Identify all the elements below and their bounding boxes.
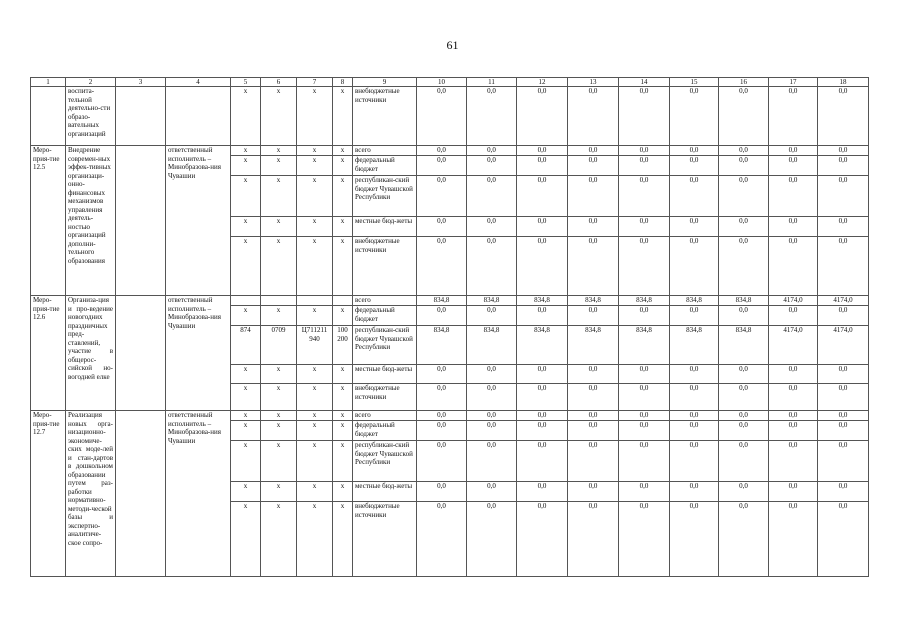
cell-amount: 0,0: [818, 441, 869, 482]
cell-amount: 0,0: [818, 237, 869, 296]
cell-amount: 0,0: [417, 384, 467, 411]
cell-amount: 0,0: [517, 441, 568, 482]
cell-amount: 0,0: [769, 411, 818, 421]
cell-amount: 0,0: [417, 441, 467, 482]
cell-grbs: x: [231, 411, 261, 421]
cell-rzpr: [261, 296, 297, 306]
cell-amount: 0,0: [568, 384, 619, 411]
cell-amount: 0,0: [467, 146, 517, 156]
table-row: [31, 411, 869, 421]
cell-amount: 0,0: [517, 87, 568, 146]
cell-event: [31, 87, 66, 146]
cell-amount: 834,8: [619, 326, 670, 365]
cell-amount: 0,0: [769, 146, 818, 156]
cell-amount: 0,0: [719, 502, 769, 577]
cell-executor: ответственный исполнитель – Минобразова-ния Чувашии: [166, 296, 231, 411]
cell-amount: 0,0: [467, 441, 517, 482]
cell-amount: 0,0: [769, 384, 818, 411]
cell-amount: 0,0: [619, 306, 670, 326]
cell-amount: 834,8: [670, 326, 719, 365]
cell-vr: x: [333, 502, 353, 577]
cell-rzpr: x: [261, 237, 297, 296]
cell-vr: 100 200: [333, 326, 353, 365]
cell-vr: x: [333, 217, 353, 237]
cell-vr: [333, 296, 353, 306]
cell-funding-source: внебюджетные источники: [353, 502, 417, 577]
cell-amount: 834,8: [517, 326, 568, 365]
cell-amount: 0,0: [719, 146, 769, 156]
cell-grbs: [231, 296, 261, 306]
cell-amount: 0,0: [818, 411, 869, 421]
cell-amount: 0,0: [619, 411, 670, 421]
cell-amount: 0,0: [818, 502, 869, 577]
cell-amount: 0,0: [719, 217, 769, 237]
cell-amount: 0,0: [619, 176, 670, 217]
cell-csr: x: [297, 365, 333, 384]
cell-funding-source: республикан-ский бюджет Чувашской Республики: [353, 326, 417, 365]
cell-funding-source: внебюджетные источники: [353, 237, 417, 296]
cell-amount: 0,0: [769, 482, 818, 502]
cell-amount: 0,0: [568, 441, 619, 482]
cell-csr: x: [297, 502, 333, 577]
column-header: 3: [116, 78, 166, 87]
cell-grbs: 874: [231, 326, 261, 365]
cell-amount: 0,0: [769, 502, 818, 577]
column-header: 9: [353, 78, 417, 87]
cell-amount: 0,0: [670, 156, 719, 176]
column-header: 11: [467, 78, 517, 87]
cell-col3: [116, 411, 166, 577]
column-header: 18: [818, 78, 869, 87]
cell-amount: 834,8: [568, 326, 619, 365]
cell-amount: 0,0: [417, 482, 467, 502]
column-header: 12: [517, 78, 568, 87]
cell-amount: 0,0: [517, 502, 568, 577]
cell-amount: 0,0: [568, 176, 619, 217]
cell-amount: 0,0: [818, 217, 869, 237]
cell-rzpr: x: [261, 482, 297, 502]
cell-amount: 0,0: [769, 87, 818, 146]
cell-amount: 0,0: [719, 176, 769, 217]
cell-executor: ответственный исполнитель – Минобразова-ния Чувашии: [166, 411, 231, 577]
cell-amount: 0,0: [417, 411, 467, 421]
cell-funding-source: федеральный бюджет: [353, 306, 417, 326]
cell-amount: 0,0: [467, 217, 517, 237]
cell-grbs: x: [231, 217, 261, 237]
cell-amount: 0,0: [467, 411, 517, 421]
cell-amount: 0,0: [619, 384, 670, 411]
cell-amount: 0,0: [619, 237, 670, 296]
cell-amount: 0,0: [769, 421, 818, 441]
column-header: 7: [297, 78, 333, 87]
cell-amount: 0,0: [517, 411, 568, 421]
column-header: 4: [166, 78, 231, 87]
cell-amount: 0,0: [769, 237, 818, 296]
cell-rzpr: x: [261, 217, 297, 237]
cell-amount: 0,0: [517, 217, 568, 237]
cell-amount: 0,0: [769, 156, 818, 176]
cell-event: Меро-прия-тие 12.6: [31, 296, 66, 411]
cell-amount: 0,0: [670, 365, 719, 384]
cell-rzpr: x: [261, 502, 297, 577]
cell-amount: 0,0: [568, 217, 619, 237]
cell-grbs: x: [231, 502, 261, 577]
cell-funding-source: местные бюд-жеты: [353, 217, 417, 237]
cell-grbs: x: [231, 156, 261, 176]
cell-grbs: x: [231, 384, 261, 411]
cell-grbs: x: [231, 421, 261, 441]
cell-amount: 0,0: [568, 237, 619, 296]
cell-rzpr: x: [261, 87, 297, 146]
cell-amount: 0,0: [568, 411, 619, 421]
cell-amount: 0,0: [517, 384, 568, 411]
cell-amount: 0,0: [467, 482, 517, 502]
cell-event: Меро-прия-тие 12.5: [31, 146, 66, 296]
cell-amount: 0,0: [670, 217, 719, 237]
cell-rzpr: x: [261, 411, 297, 421]
cell-csr: x: [297, 306, 333, 326]
cell-amount: 0,0: [818, 146, 869, 156]
cell-amount: 0,0: [818, 421, 869, 441]
cell-amount: 0,0: [670, 502, 719, 577]
cell-amount: 0,0: [417, 156, 467, 176]
header-row: [31, 78, 869, 87]
column-header: 17: [769, 78, 818, 87]
cell-amount: 0,0: [417, 146, 467, 156]
cell-amount: 0,0: [818, 87, 869, 146]
cell-amount: 0,0: [417, 217, 467, 237]
table-row: [31, 146, 869, 156]
cell-rzpr: x: [261, 146, 297, 156]
cell-amount: 0,0: [568, 502, 619, 577]
cell-amount: 0,0: [568, 306, 619, 326]
cell-event: Меро-прия-тие 12.7: [31, 411, 66, 577]
cell-amount: 0,0: [719, 384, 769, 411]
cell-rzpr: x: [261, 421, 297, 441]
cell-amount: 0,0: [670, 176, 719, 217]
cell-amount: 0,0: [568, 482, 619, 502]
cell-amount: 0,0: [568, 87, 619, 146]
cell-amount: 0,0: [769, 365, 818, 384]
cell-funding-source: местные бюд-жеты: [353, 365, 417, 384]
cell-col3: [116, 87, 166, 146]
cell-amount: 834,8: [670, 296, 719, 306]
cell-amount: 0,0: [417, 502, 467, 577]
budget-table: [30, 77, 869, 577]
cell-rzpr: x: [261, 384, 297, 411]
cell-amount: 0,0: [417, 306, 467, 326]
cell-csr: x: [297, 384, 333, 411]
cell-amount: 0,0: [467, 365, 517, 384]
cell-amount: 0,0: [719, 237, 769, 296]
cell-funding-source: республикан-ский бюджет Чувашской Республики: [353, 176, 417, 217]
cell-amount: 0,0: [670, 482, 719, 502]
cell-rzpr: x: [261, 306, 297, 326]
cell-amount: 0,0: [818, 156, 869, 176]
cell-amount: 0,0: [670, 306, 719, 326]
cell-amount: 0,0: [517, 365, 568, 384]
cell-funding-source: федеральный бюджет: [353, 156, 417, 176]
cell-vr: x: [333, 441, 353, 482]
cell-amount: 834,8: [417, 296, 467, 306]
column-header: 8: [333, 78, 353, 87]
cell-amount: 0,0: [818, 482, 869, 502]
column-header: 1: [31, 78, 66, 87]
cell-csr: x: [297, 237, 333, 296]
cell-grbs: x: [231, 306, 261, 326]
column-header: 15: [670, 78, 719, 87]
cell-amount: 0,0: [719, 482, 769, 502]
cell-amount: 0,0: [670, 384, 719, 411]
cell-amount: 834,8: [719, 326, 769, 365]
cell-amount: 0,0: [719, 87, 769, 146]
cell-amount: 4174,0: [769, 326, 818, 365]
cell-amount: 0,0: [467, 384, 517, 411]
cell-vr: x: [333, 87, 353, 146]
cell-event-name: воспита-тельной деятельно-сти образо-вательных организаций: [66, 87, 116, 146]
cell-amount: 0,0: [568, 421, 619, 441]
cell-amount: 0,0: [818, 176, 869, 217]
cell-amount: 0,0: [417, 421, 467, 441]
cell-funding-source: внебюджетные источники: [353, 384, 417, 411]
cell-amount: 0,0: [670, 146, 719, 156]
cell-csr: x: [297, 176, 333, 217]
cell-amount: 0,0: [467, 156, 517, 176]
cell-executor: [166, 87, 231, 146]
cell-csr: [297, 296, 333, 306]
cell-executor: ответственный исполнитель – Минобразова-ния Чувашии: [166, 146, 231, 296]
cell-amount: 0,0: [719, 306, 769, 326]
cell-amount: 0,0: [818, 365, 869, 384]
cell-amount: 0,0: [568, 146, 619, 156]
cell-funding-source: всего: [353, 411, 417, 421]
cell-funding-source: республикан-ский бюджет Чувашской Республики: [353, 441, 417, 482]
cell-rzpr: x: [261, 365, 297, 384]
cell-amount: 0,0: [619, 156, 670, 176]
cell-amount: 0,0: [517, 176, 568, 217]
cell-vr: x: [333, 306, 353, 326]
cell-amount: 0,0: [719, 441, 769, 482]
cell-amount: 0,0: [517, 146, 568, 156]
cell-vr: x: [333, 146, 353, 156]
cell-amount: 0,0: [619, 482, 670, 502]
column-header: 10: [417, 78, 467, 87]
cell-amount: 0,0: [568, 156, 619, 176]
cell-amount: 0,0: [719, 365, 769, 384]
cell-amount: 834,8: [517, 296, 568, 306]
cell-amount: 4174,0: [818, 326, 869, 365]
cell-amount: 834,8: [568, 296, 619, 306]
cell-vr: x: [333, 482, 353, 502]
cell-funding-source: всего: [353, 146, 417, 156]
table-row: [31, 296, 869, 306]
cell-amount: 834,8: [719, 296, 769, 306]
cell-grbs: x: [231, 441, 261, 482]
cell-event-name: Организа-ция и про-ведение новогодних праздничных пред-ставлений, участие в общерос-сийской но-вогодней елке: [66, 296, 116, 411]
page-number: 61: [446, 38, 459, 52]
cell-funding-source: всего: [353, 296, 417, 306]
cell-grbs: x: [231, 365, 261, 384]
cell-amount: 0,0: [619, 365, 670, 384]
cell-amount: 0,0: [417, 87, 467, 146]
cell-vr: x: [333, 384, 353, 411]
cell-amount: 834,8: [467, 296, 517, 306]
cell-csr: x: [297, 146, 333, 156]
cell-amount: 0,0: [769, 217, 818, 237]
cell-vr: x: [333, 176, 353, 217]
cell-funding-source: внебюджетные источники: [353, 87, 417, 146]
cell-amount: 0,0: [467, 421, 517, 441]
cell-amount: 0,0: [517, 421, 568, 441]
cell-amount: 0,0: [619, 146, 670, 156]
column-header: 16: [719, 78, 769, 87]
cell-grbs: x: [231, 87, 261, 146]
cell-amount: 0,0: [769, 306, 818, 326]
cell-amount: 0,0: [417, 365, 467, 384]
cell-amount: 0,0: [568, 365, 619, 384]
cell-amount: 0,0: [467, 176, 517, 217]
cell-vr: x: [333, 156, 353, 176]
cell-amount: 0,0: [719, 156, 769, 176]
cell-amount: 0,0: [670, 87, 719, 146]
cell-amount: 834,8: [467, 326, 517, 365]
cell-amount: 0,0: [467, 87, 517, 146]
cell-amount: 0,0: [517, 482, 568, 502]
cell-amount: 834,8: [417, 326, 467, 365]
cell-amount: 0,0: [417, 237, 467, 296]
cell-amount: 0,0: [467, 306, 517, 326]
cell-amount: 0,0: [619, 87, 670, 146]
cell-amount: 0,0: [619, 217, 670, 237]
cell-amount: 0,0: [818, 306, 869, 326]
cell-amount: 0,0: [769, 176, 818, 217]
cell-vr: x: [333, 421, 353, 441]
cell-amount: 0,0: [769, 441, 818, 482]
cell-csr: x: [297, 411, 333, 421]
cell-amount: 0,0: [619, 441, 670, 482]
cell-amount: 0,0: [467, 502, 517, 577]
cell-vr: x: [333, 365, 353, 384]
column-header: 6: [261, 78, 297, 87]
cell-amount: 0,0: [670, 421, 719, 441]
cell-amount: 4174,0: [769, 296, 818, 306]
cell-csr: x: [297, 482, 333, 502]
cell-rzpr: x: [261, 176, 297, 217]
cell-grbs: x: [231, 146, 261, 156]
cell-csr: Ц711211 940: [297, 326, 333, 365]
cell-amount: 0,0: [719, 421, 769, 441]
cell-col3: [116, 146, 166, 296]
cell-funding-source: местные бюд-жеты: [353, 482, 417, 502]
cell-csr: x: [297, 441, 333, 482]
cell-csr: x: [297, 217, 333, 237]
column-header: 13: [568, 78, 619, 87]
cell-amount: 0,0: [417, 176, 467, 217]
cell-amount: 4174,0: [818, 296, 869, 306]
cell-amount: 0,0: [517, 156, 568, 176]
cell-amount: 0,0: [517, 306, 568, 326]
cell-grbs: x: [231, 482, 261, 502]
cell-csr: x: [297, 421, 333, 441]
cell-amount: 0,0: [670, 441, 719, 482]
cell-amount: 0,0: [619, 421, 670, 441]
cell-amount: 0,0: [517, 237, 568, 296]
cell-amount: 0,0: [719, 411, 769, 421]
cell-amount: 0,0: [467, 237, 517, 296]
column-header: 2: [66, 78, 116, 87]
column-header: 5: [231, 78, 261, 87]
cell-col3: [116, 296, 166, 411]
cell-csr: x: [297, 87, 333, 146]
column-header: 14: [619, 78, 670, 87]
cell-rzpr: x: [261, 156, 297, 176]
cell-amount: 0,0: [670, 237, 719, 296]
cell-amount: 834,8: [619, 296, 670, 306]
cell-event-name: Реализация новых орга-низационно-экономиче-ских моде-лей и стан-дартов в дошкольном образовании путем раз-работки нормативно-методи-ческой базы и экспертно-аналитиче-ское сопро-: [66, 411, 116, 577]
cell-rzpr: 0709: [261, 326, 297, 365]
cell-rzpr: x: [261, 441, 297, 482]
cell-grbs: x: [231, 176, 261, 217]
cell-funding-source: федеральный бюджет: [353, 421, 417, 441]
cell-amount: 0,0: [670, 411, 719, 421]
cell-amount: 0,0: [818, 384, 869, 411]
cell-event-name: Внедрение современ-ных эффек-тивных организаци-онно-финансовых механизмов управления деятель-ностью организаций дополни-тельного образования: [66, 146, 116, 296]
cell-vr: x: [333, 411, 353, 421]
cell-csr: x: [297, 156, 333, 176]
cell-vr: x: [333, 237, 353, 296]
table-row: [31, 87, 869, 146]
cell-amount: 0,0: [619, 502, 670, 577]
cell-grbs: x: [231, 237, 261, 296]
